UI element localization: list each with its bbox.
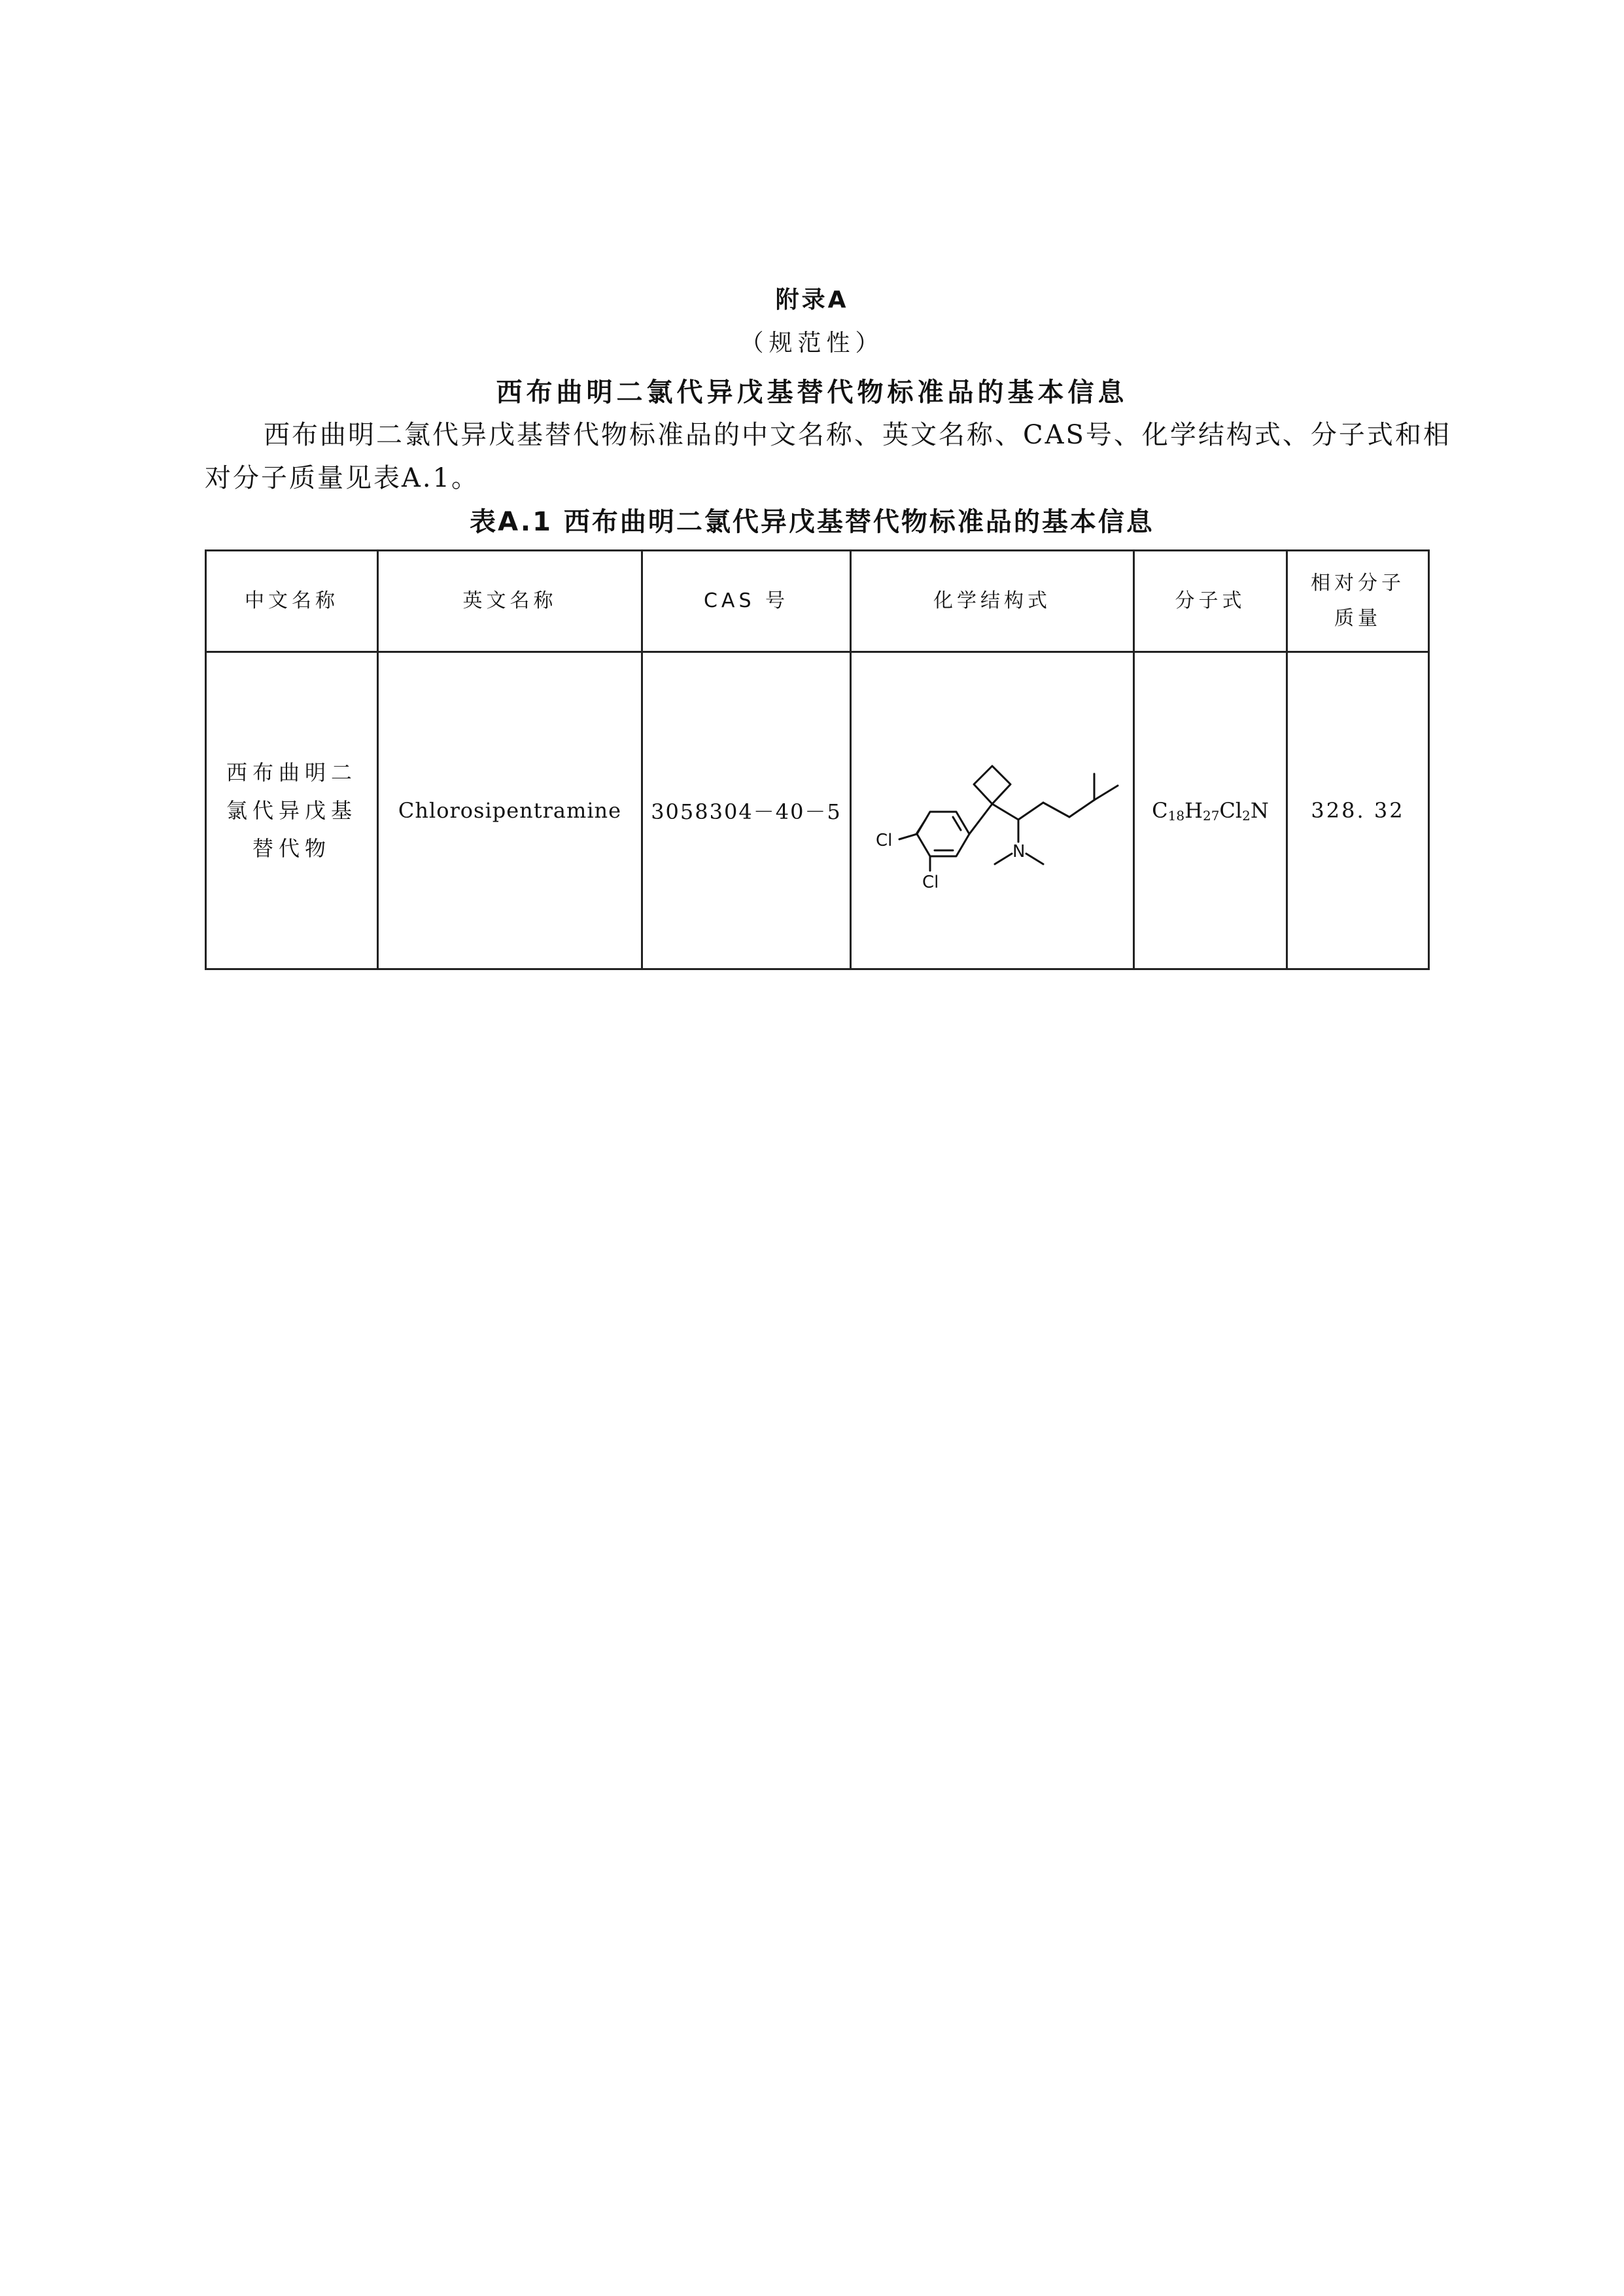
header-en-name: 英文名称 — [378, 551, 642, 652]
formula-cl: Cl — [1219, 797, 1243, 823]
cell-structure — [851, 652, 1134, 969]
header-cn-name: 中文名称 — [206, 551, 378, 652]
formula-cl-count: 2 — [1242, 807, 1251, 824]
cl-label-top: Cl — [876, 831, 893, 850]
bond-chain-2 — [1043, 803, 1069, 817]
header-structure: 化学结构式 — [851, 551, 1134, 652]
table-row — [206, 652, 1429, 969]
formula-c: C — [1152, 797, 1168, 823]
header-formula: 分子式 — [1134, 551, 1287, 652]
bond-aryl-quaternary — [969, 804, 992, 834]
normative-label: （规范性） — [740, 330, 884, 357]
cell-formula — [1134, 652, 1287, 969]
header-cas: CAS 号 — [642, 551, 851, 652]
formula-n: N — [1250, 797, 1269, 823]
formula-c-count: 18 — [1167, 807, 1185, 824]
bond-quaternary-ch — [992, 804, 1018, 820]
nitrogen-label: N — [1012, 842, 1026, 861]
cell-mass: 328. 32 — [1287, 652, 1429, 969]
info-table — [205, 549, 1430, 970]
cn-name-line2: 氯代异戊基 — [226, 798, 357, 823]
appendix-title: 附录A — [775, 287, 849, 313]
cl-label-bottom: Cl — [922, 873, 939, 892]
table-caption: 表A.1 西布曲明二氯代异戊基替代物标准品的基本信息 — [470, 507, 1154, 537]
table-header-row — [206, 551, 1429, 652]
bond-n-methyl-left — [995, 854, 1012, 864]
header-mass-line1: 相对分子 — [1311, 572, 1405, 595]
bond-n-methyl-right — [1026, 854, 1043, 864]
cyclobutane-ring — [974, 766, 1011, 804]
cell-cn-name — [206, 652, 378, 969]
bond-chain-methyl-right — [1094, 786, 1118, 800]
cn-name-line1: 西布曲明二 — [226, 760, 357, 785]
benzene-inner-bond-1 — [916, 820, 925, 834]
intro-paragraph-line2: 对分子质量见表A.1。 — [205, 463, 480, 493]
header-mass — [1287, 551, 1429, 652]
formula-h: H — [1184, 797, 1203, 823]
cell-cas: 3058304－40－5 — [642, 652, 851, 969]
section-title: 西布曲明二氯代异戊基替代物标准品的基本信息 — [496, 377, 1128, 408]
formula-h-count: 27 — [1202, 807, 1220, 824]
cn-name-line3: 替代物 — [252, 836, 331, 861]
bond-cl-para — [899, 834, 917, 839]
cell-en-name: Chlorosipentramine — [378, 652, 642, 969]
bond-chain-1 — [1018, 803, 1043, 820]
header-mass-line2: 质量 — [1334, 607, 1381, 630]
intro-paragraph-line1: 西布曲明二氯代异戊基替代物标准品的中文名称、英文名称、CAS号、化学结构式、分子式和相 — [264, 420, 1451, 450]
bond-chain-3 — [1069, 800, 1094, 817]
chemical-structure-diagram — [861, 725, 1123, 896]
